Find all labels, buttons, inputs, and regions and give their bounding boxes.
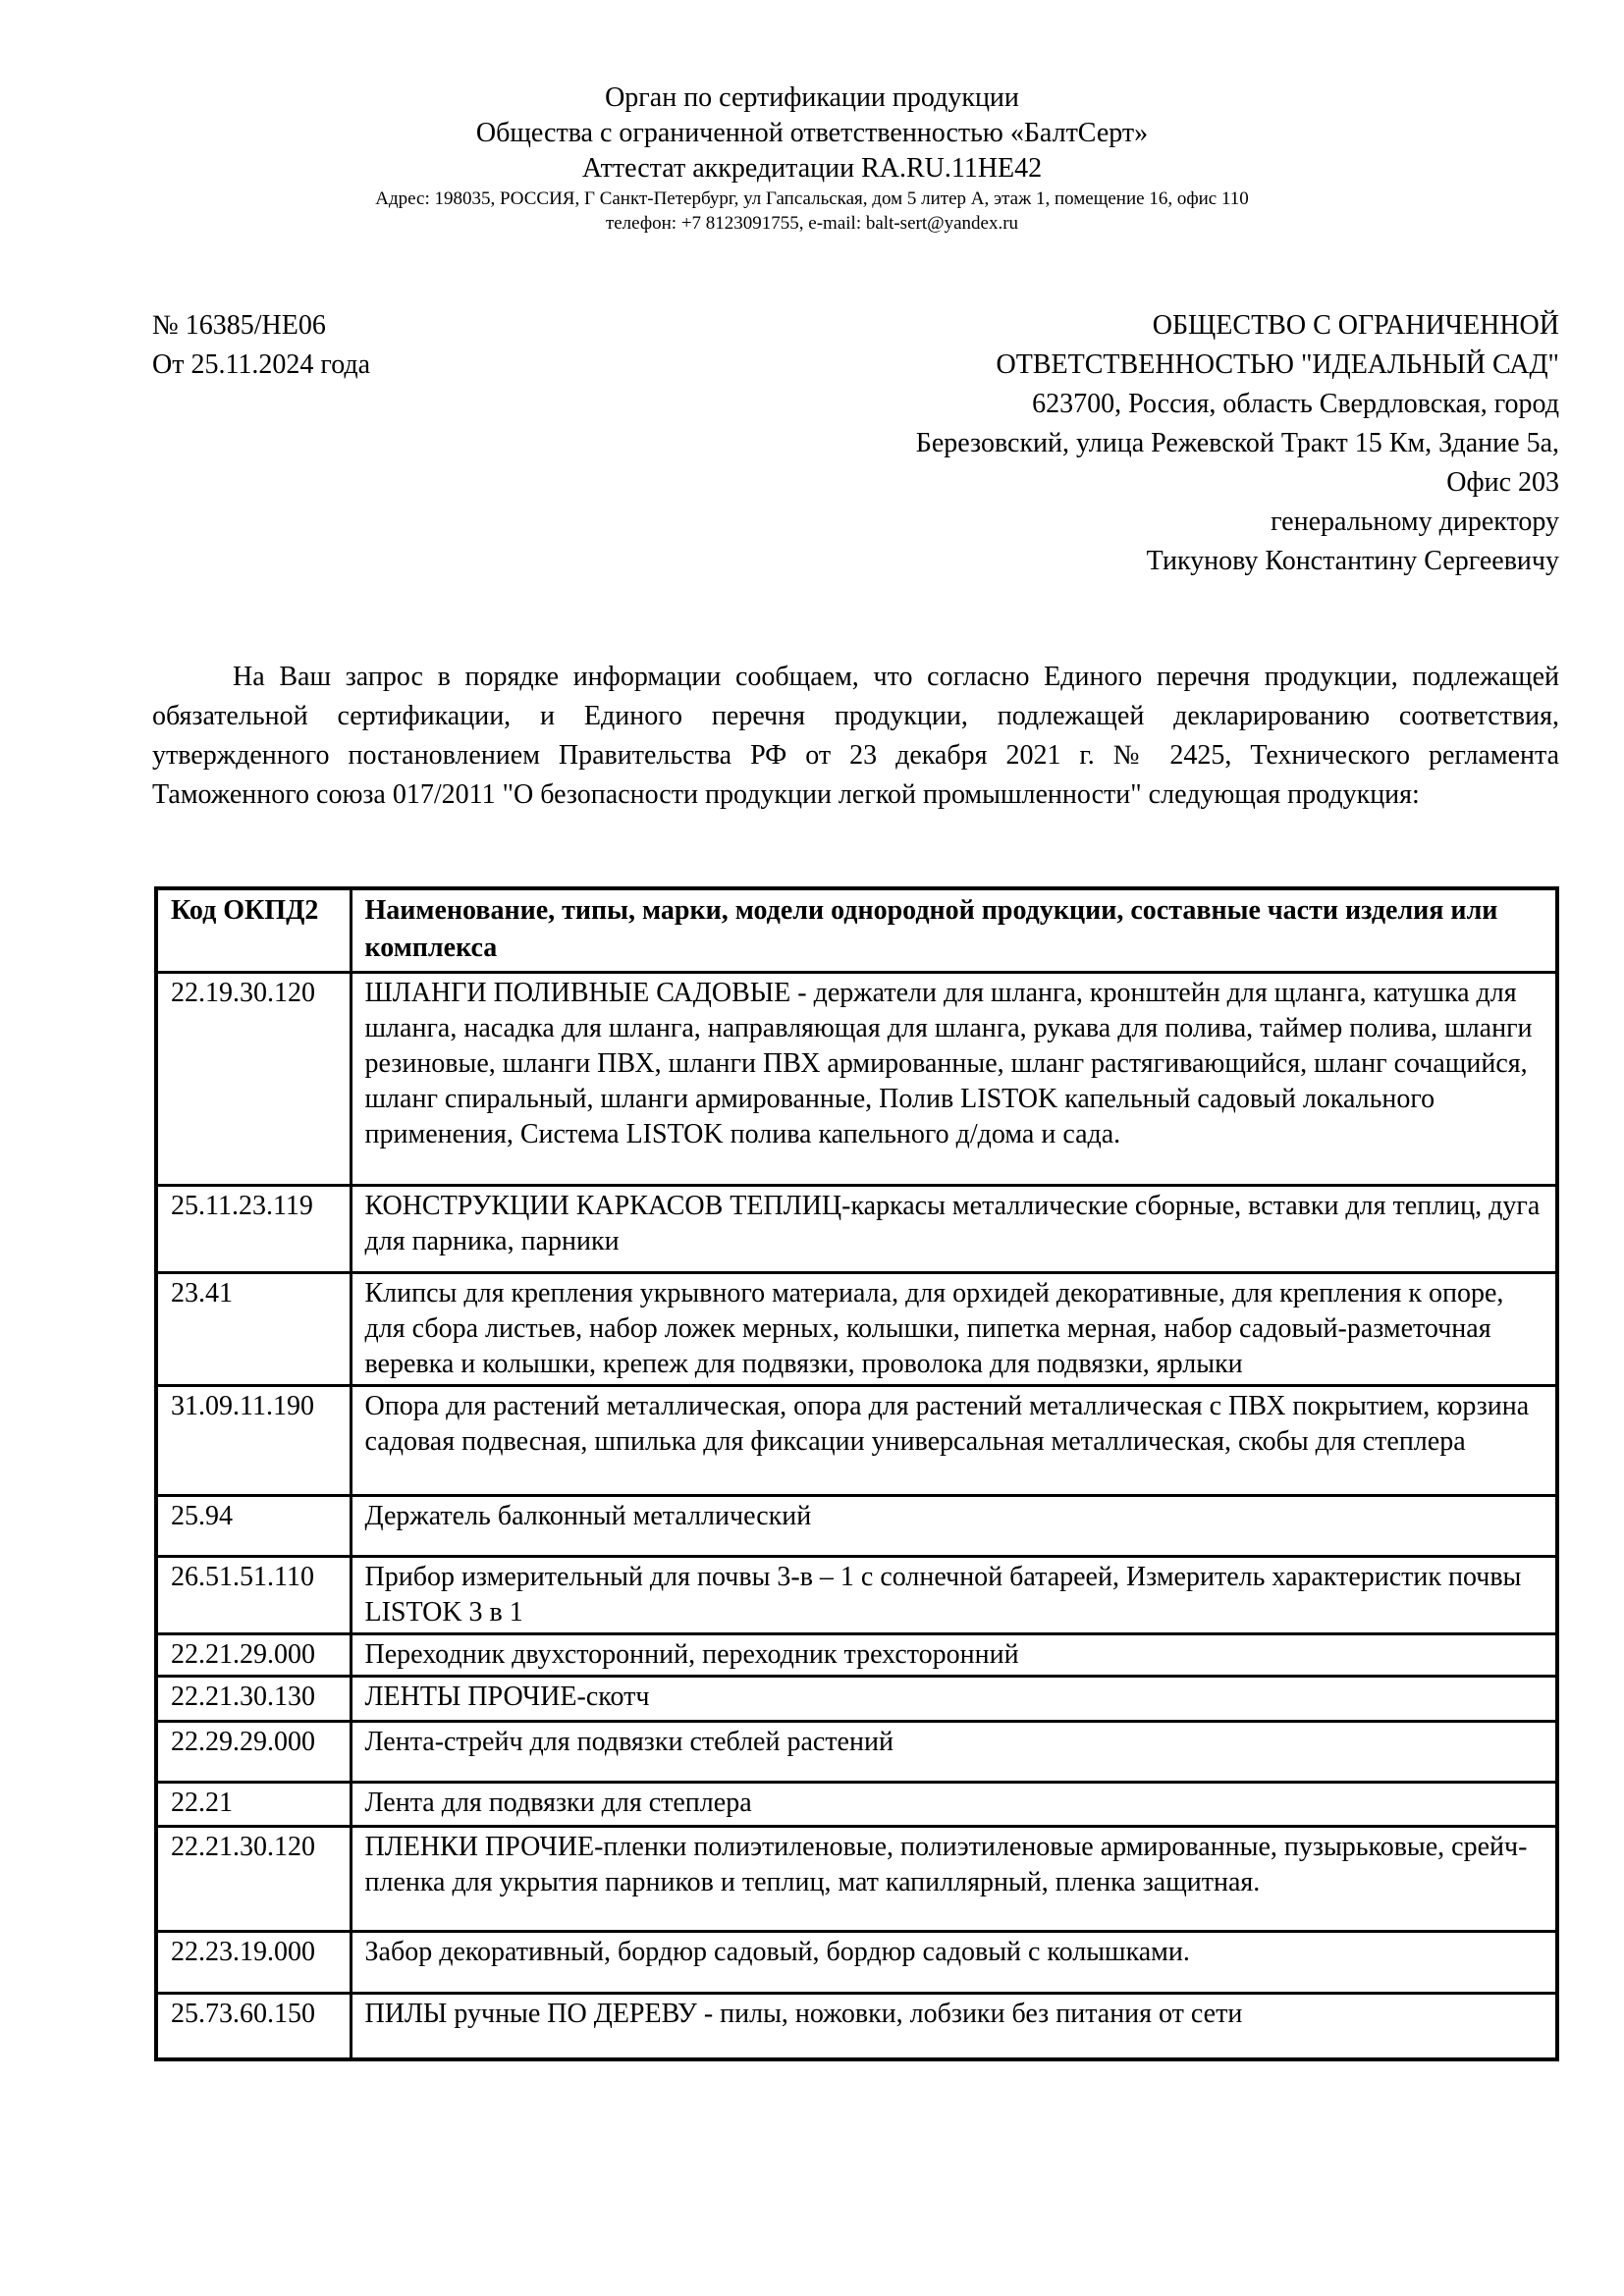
body-paragraph: На Ваш запрос в порядке информации сообщаем, что согласно Единого перечня продукции, подлежащей обязательной сертификации, и Единого перечня продукции, подлежащей декларированию соответствия, утвержденного постановлением Правительства РФ от 23 декабря 2021 г. № 2425, Технического регламента Таможенного союза 017/2011 "О безопасности продукции легкой промышленности" следующая продукция: bbox=[152, 662, 1559, 810]
cell-description: Лента для подвязки для степлера bbox=[351, 1782, 1557, 1826]
recipient-line: Березовский, улица Режевской Тракт 15 Км, Здание 5а, bbox=[915, 428, 1559, 458]
table-row bbox=[156, 1993, 1557, 2059]
cell-code: 25.11.23.119 bbox=[156, 1185, 351, 1272]
cell-code: 23.41 bbox=[156, 1272, 351, 1385]
cell-code: 22.23.19.000 bbox=[156, 1931, 351, 1993]
letter-date: От 25.11.2024 года bbox=[152, 349, 371, 380]
cell-code: 31.09.11.190 bbox=[156, 1385, 351, 1495]
cell-code: 25.73.60.150 bbox=[156, 1993, 351, 2059]
table-row bbox=[156, 1385, 1557, 1495]
letterhead-contacts: телефон: +7 8123091755, e-mail: balt-sert@yandex.ru bbox=[605, 213, 1019, 234]
header-cell-name: Наименование, типы, марки, модели однородной продукции, составные части изделия или комплекса bbox=[351, 888, 1557, 972]
table-row bbox=[156, 1495, 1557, 1556]
table-row bbox=[156, 1556, 1557, 1633]
letterhead bbox=[0, 80, 1624, 236]
cell-code: 22.21.30.120 bbox=[156, 1826, 351, 1931]
table-header-row bbox=[156, 888, 1557, 972]
header-cell-code: Код ОКПД2 bbox=[156, 888, 351, 972]
cell-description: ПЛЕНКИ ПРОЧИЕ-пленки полиэтиленовые, полиэтиленовые армированные, пузырьковые, срейч-пленка для укрытия парников и теплиц, мат капиллярный, пленка защитная. bbox=[351, 1826, 1557, 1931]
recipient-line: Тикунову Константину Сергеевичу bbox=[1146, 546, 1559, 576]
cell-description: Переходник двухсторонний, переходник трехсторонний bbox=[351, 1633, 1557, 1676]
table-row bbox=[156, 1185, 1557, 1272]
recipient-block bbox=[754, 306, 1559, 581]
table-row bbox=[156, 1782, 1557, 1826]
cell-description: Забор декоративный, бордюр садовый, бордюр садовый с колышками. bbox=[351, 1931, 1557, 1993]
cell-description: Прибор измерительный для почвы 3-в – 1 с солнечной батареей, Измеритель характеристик почвы LISTOK 3 в 1 bbox=[351, 1556, 1557, 1633]
table-row bbox=[156, 1676, 1557, 1721]
table-row bbox=[156, 1826, 1557, 1931]
cell-description: ПИЛЫ ручные ПО ДЕРЕВУ - пилы, ножовки, лобзики без питания от сети bbox=[351, 1993, 1557, 2059]
table-row bbox=[156, 1721, 1557, 1782]
cell-description: ЛЕНТЫ ПРОЧИЕ-скотч bbox=[351, 1676, 1557, 1721]
recipient-line: 623700, Россия, область Свердловская, город bbox=[1032, 389, 1559, 419]
table-row bbox=[156, 1633, 1557, 1676]
letter-number: № 16385/НЕ06 bbox=[152, 310, 326, 341]
table-row bbox=[156, 1931, 1557, 1993]
recipient-line: Офис 203 bbox=[1446, 467, 1559, 498]
cell-description: Лента-стрейч для подвязки стеблей растений bbox=[351, 1721, 1557, 1782]
letterhead-org-line1: Орган по сертификации продукции bbox=[605, 82, 1019, 113]
cell-code: 25.94 bbox=[156, 1495, 351, 1556]
cell-description: Держатель балконный металлический bbox=[351, 1495, 1557, 1556]
table-row bbox=[156, 1272, 1557, 1385]
cell-description: Клипсы для крепления укрывного материала, для орхидей декоративные, для крепления к опоре, для сбора листьев, набор ложек мерных, колышки, пипетка мерная, набор садовый-разметочная веревка и колышки, крепеж для подвязки, проволока для подвязки, ярлыки bbox=[351, 1272, 1557, 1385]
cell-code: 22.29.29.000 bbox=[156, 1721, 351, 1782]
cell-description: ШЛАНГИ ПОЛИВНЫЕ САДОВЫЕ - держатели для шланга, кронштейн для щланга, катушка для шланга, насадка для шланга, направляющая для шланга, рукава для полива, таймер полива, шланги резиновые, шланги ПВХ, шланги ПВХ армированные, шланг растягивающийся, шланг сочащийся, шланг спиральный, шланги армированные, Полив LISTOK капельный садовый локального применения, Система LISTOK полива капельного д/дома и сада. bbox=[351, 972, 1557, 1185]
cell-code: 22.19.30.120 bbox=[156, 972, 351, 1185]
letterhead-org-line2: Общества с ограниченной ответственностью «БалтСерт» bbox=[475, 118, 1149, 148]
cell-code: 22.21 bbox=[156, 1782, 351, 1826]
recipient-line: ОТВЕТСТВЕННОСТЬЮ "ИДЕАЛЬНЫЙ САД" bbox=[996, 349, 1559, 380]
cell-description: КОНСТРУКЦИИ КАРКАСОВ ТЕПЛИЦ-каркасы металлические сборные, вставки для теплиц, дуга для парника, парники bbox=[351, 1185, 1557, 1272]
recipient-line: ОБЩЕСТВО С ОГРАНИЧЕННОЙ bbox=[1152, 310, 1559, 341]
letterhead-accreditation: Аттестат аккредитации RA.RU.11НЕ42 bbox=[581, 153, 1043, 184]
table-row bbox=[156, 972, 1557, 1185]
recipient-line: генеральному директору bbox=[1271, 507, 1559, 537]
products-table-container bbox=[154, 886, 1559, 2061]
cell-code: 22.21.30.130 bbox=[156, 1676, 351, 1721]
products-table bbox=[154, 886, 1559, 2061]
reference-block bbox=[152, 306, 370, 385]
letterhead-address: Адрес: 198035, РОССИЯ, Г Санкт-Петербург, ул Гапсальская, дом 5 литер А, этаж 1, помещение 16, офис 110 bbox=[375, 188, 1249, 209]
cell-code: 26.51.51.110 bbox=[156, 1556, 351, 1633]
cell-code: 22.21.29.000 bbox=[156, 1633, 351, 1676]
cell-description: Опора для растений металлическая, опора для растений металлическая с ПВХ покрытием, корзина садовая подвесная, шпилька для фиксации универсальная металлическая, скобы для степлера bbox=[351, 1385, 1557, 1495]
